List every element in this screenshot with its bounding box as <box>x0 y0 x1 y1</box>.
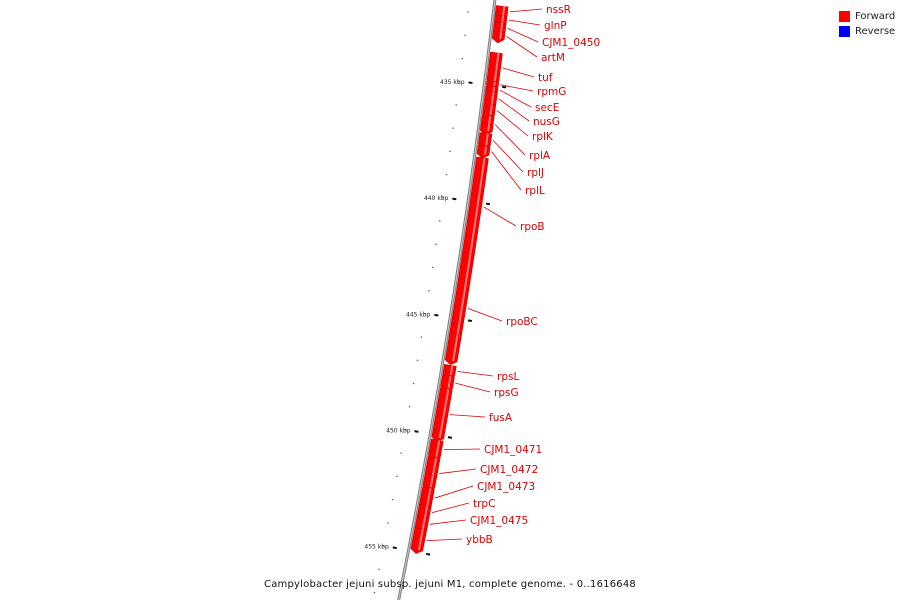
gene-label-rpob: rpoB <box>520 221 545 233</box>
leader-line-rpll <box>491 151 521 190</box>
minor-tick <box>432 267 433 268</box>
minor-tick <box>439 220 440 221</box>
gene-shade-nssr <box>503 6 504 15</box>
gene-label-sece: secE <box>535 102 560 114</box>
scale-tick-left <box>434 315 438 316</box>
leader-line-fusa <box>450 415 485 417</box>
scale-tick-right <box>502 87 506 88</box>
gene-label-rpsl: rpsL <box>497 371 520 383</box>
scale-tick-left <box>393 547 397 548</box>
leader-line-nusg <box>499 99 529 121</box>
gene-label-cjm1_0473: CJM1_0473 <box>477 481 536 493</box>
gene-label-trpc: trpC <box>473 498 496 510</box>
leader-line-sece <box>500 90 531 107</box>
minor-tick <box>462 58 463 59</box>
minor-tick <box>396 476 397 477</box>
gene-label-rplk: rplK <box>532 131 553 143</box>
gene-label-tuf: tuf <box>538 72 553 84</box>
leader-line-ybbb <box>427 539 462 541</box>
gene-rpla <box>480 115 494 135</box>
minor-tick <box>464 35 465 36</box>
minor-tick <box>446 174 447 175</box>
gene-label-nusg: nusG <box>533 116 560 128</box>
minor-tick <box>436 244 437 245</box>
gene-label-rpmg: rpmG <box>537 86 567 98</box>
minor-tick <box>421 337 422 338</box>
gene-rpll <box>477 145 490 158</box>
gene-label-rpsg: rpsG <box>494 387 519 399</box>
scale-tick-right <box>448 437 452 438</box>
scale-tick-left <box>468 82 472 83</box>
gene-artm <box>492 31 505 43</box>
gene-shade-sece <box>493 87 494 92</box>
gene-rpobc <box>445 253 474 365</box>
leader-line-rpob <box>484 207 516 226</box>
gene-shade-cjm1_0450 <box>501 23 502 32</box>
minor-tick <box>467 11 468 12</box>
gene-label-rplj: rplJ <box>527 167 544 179</box>
legend <box>839 9 895 39</box>
leader-line-cjm1_0472 <box>439 469 476 474</box>
minor-tick <box>455 104 456 105</box>
leader-line-trpc <box>432 503 469 513</box>
minor-tick <box>378 569 379 570</box>
minor-tick <box>452 128 453 129</box>
leader-line-rpsg <box>455 383 490 392</box>
scale-label: 445 kbp <box>405 311 431 319</box>
scale-label: 440 kbp <box>423 195 449 203</box>
gene-shade-rplk <box>490 104 491 114</box>
gene-label-nssr: nssR <box>546 4 571 16</box>
genome-caption: Campylobacter jejuni subsp. jejuni M1, complete genome. - 0..1616648 <box>264 579 636 590</box>
leader-line-rplj <box>493 140 523 172</box>
legend-reverse-label: Reverse <box>855 26 896 37</box>
minor-tick <box>400 453 401 454</box>
minor-tick <box>392 499 393 500</box>
backbone <box>395 0 497 600</box>
scale-tick-left <box>415 431 419 432</box>
minor-tick <box>413 383 414 384</box>
legend-reverse[interactable] <box>839 24 895 39</box>
scale-label: 450 kbp <box>386 427 411 435</box>
leader-line-nssr <box>510 9 542 12</box>
leader-line-cjm1_0473 <box>435 486 473 498</box>
leader-line-rpla <box>495 125 525 155</box>
reverse-swatch <box>839 26 850 37</box>
leader-line-cjm1_0471 <box>444 449 480 450</box>
minor-tick <box>387 522 388 523</box>
legend-forward-label: Forward <box>855 11 896 22</box>
minor-tick <box>409 406 410 407</box>
gene-label-rpll: rplL <box>525 185 545 197</box>
gene-label-glnp: glnP <box>544 20 567 32</box>
scale-label: 435 kbp <box>440 78 465 86</box>
scale-tick-right <box>486 204 490 205</box>
minor-tick <box>374 592 375 593</box>
leader-line-rpsl <box>457 371 493 376</box>
forward-swatch <box>839 11 850 22</box>
gene-label-ybbb: ybbB <box>466 534 493 546</box>
gene-shade-rpll <box>485 146 486 154</box>
gene-label-artm: artM <box>541 52 565 64</box>
gene-label-cjm1_0450: CJM1_0450 <box>542 37 601 49</box>
gene-shade-glnp <box>502 16 503 23</box>
backbone-highlight <box>395 0 497 600</box>
leader-line-tuf <box>503 68 534 77</box>
leader-line-glnp <box>509 20 540 25</box>
backbone-line <box>395 0 497 600</box>
gene-label-cjm1_0475: CJM1_0475 <box>470 515 529 527</box>
scale-tick-right <box>468 320 472 321</box>
scale-tick-left <box>452 199 456 200</box>
gene-shade-artm <box>500 32 501 39</box>
gene-label-cjm1_0472: CJM1_0472 <box>480 464 539 476</box>
gene-label-cjm1_0471: CJM1_0471 <box>484 444 543 456</box>
gene-label-fusa: fusA <box>489 412 513 424</box>
scale-label: 455 kbp <box>364 543 389 551</box>
gene-label-rpobc: rpoBC <box>506 316 538 328</box>
gene-label-rpla: rplA <box>529 150 551 162</box>
legend-forward[interactable] <box>839 9 895 24</box>
leader-line-rpobc <box>468 308 502 321</box>
minor-tick <box>417 360 418 361</box>
leader-line-rplk <box>497 111 528 136</box>
minor-tick <box>428 290 429 291</box>
minor-tick <box>449 151 450 152</box>
leader-line-cjm1_0475 <box>430 520 466 524</box>
scale-tick-right <box>426 554 430 555</box>
